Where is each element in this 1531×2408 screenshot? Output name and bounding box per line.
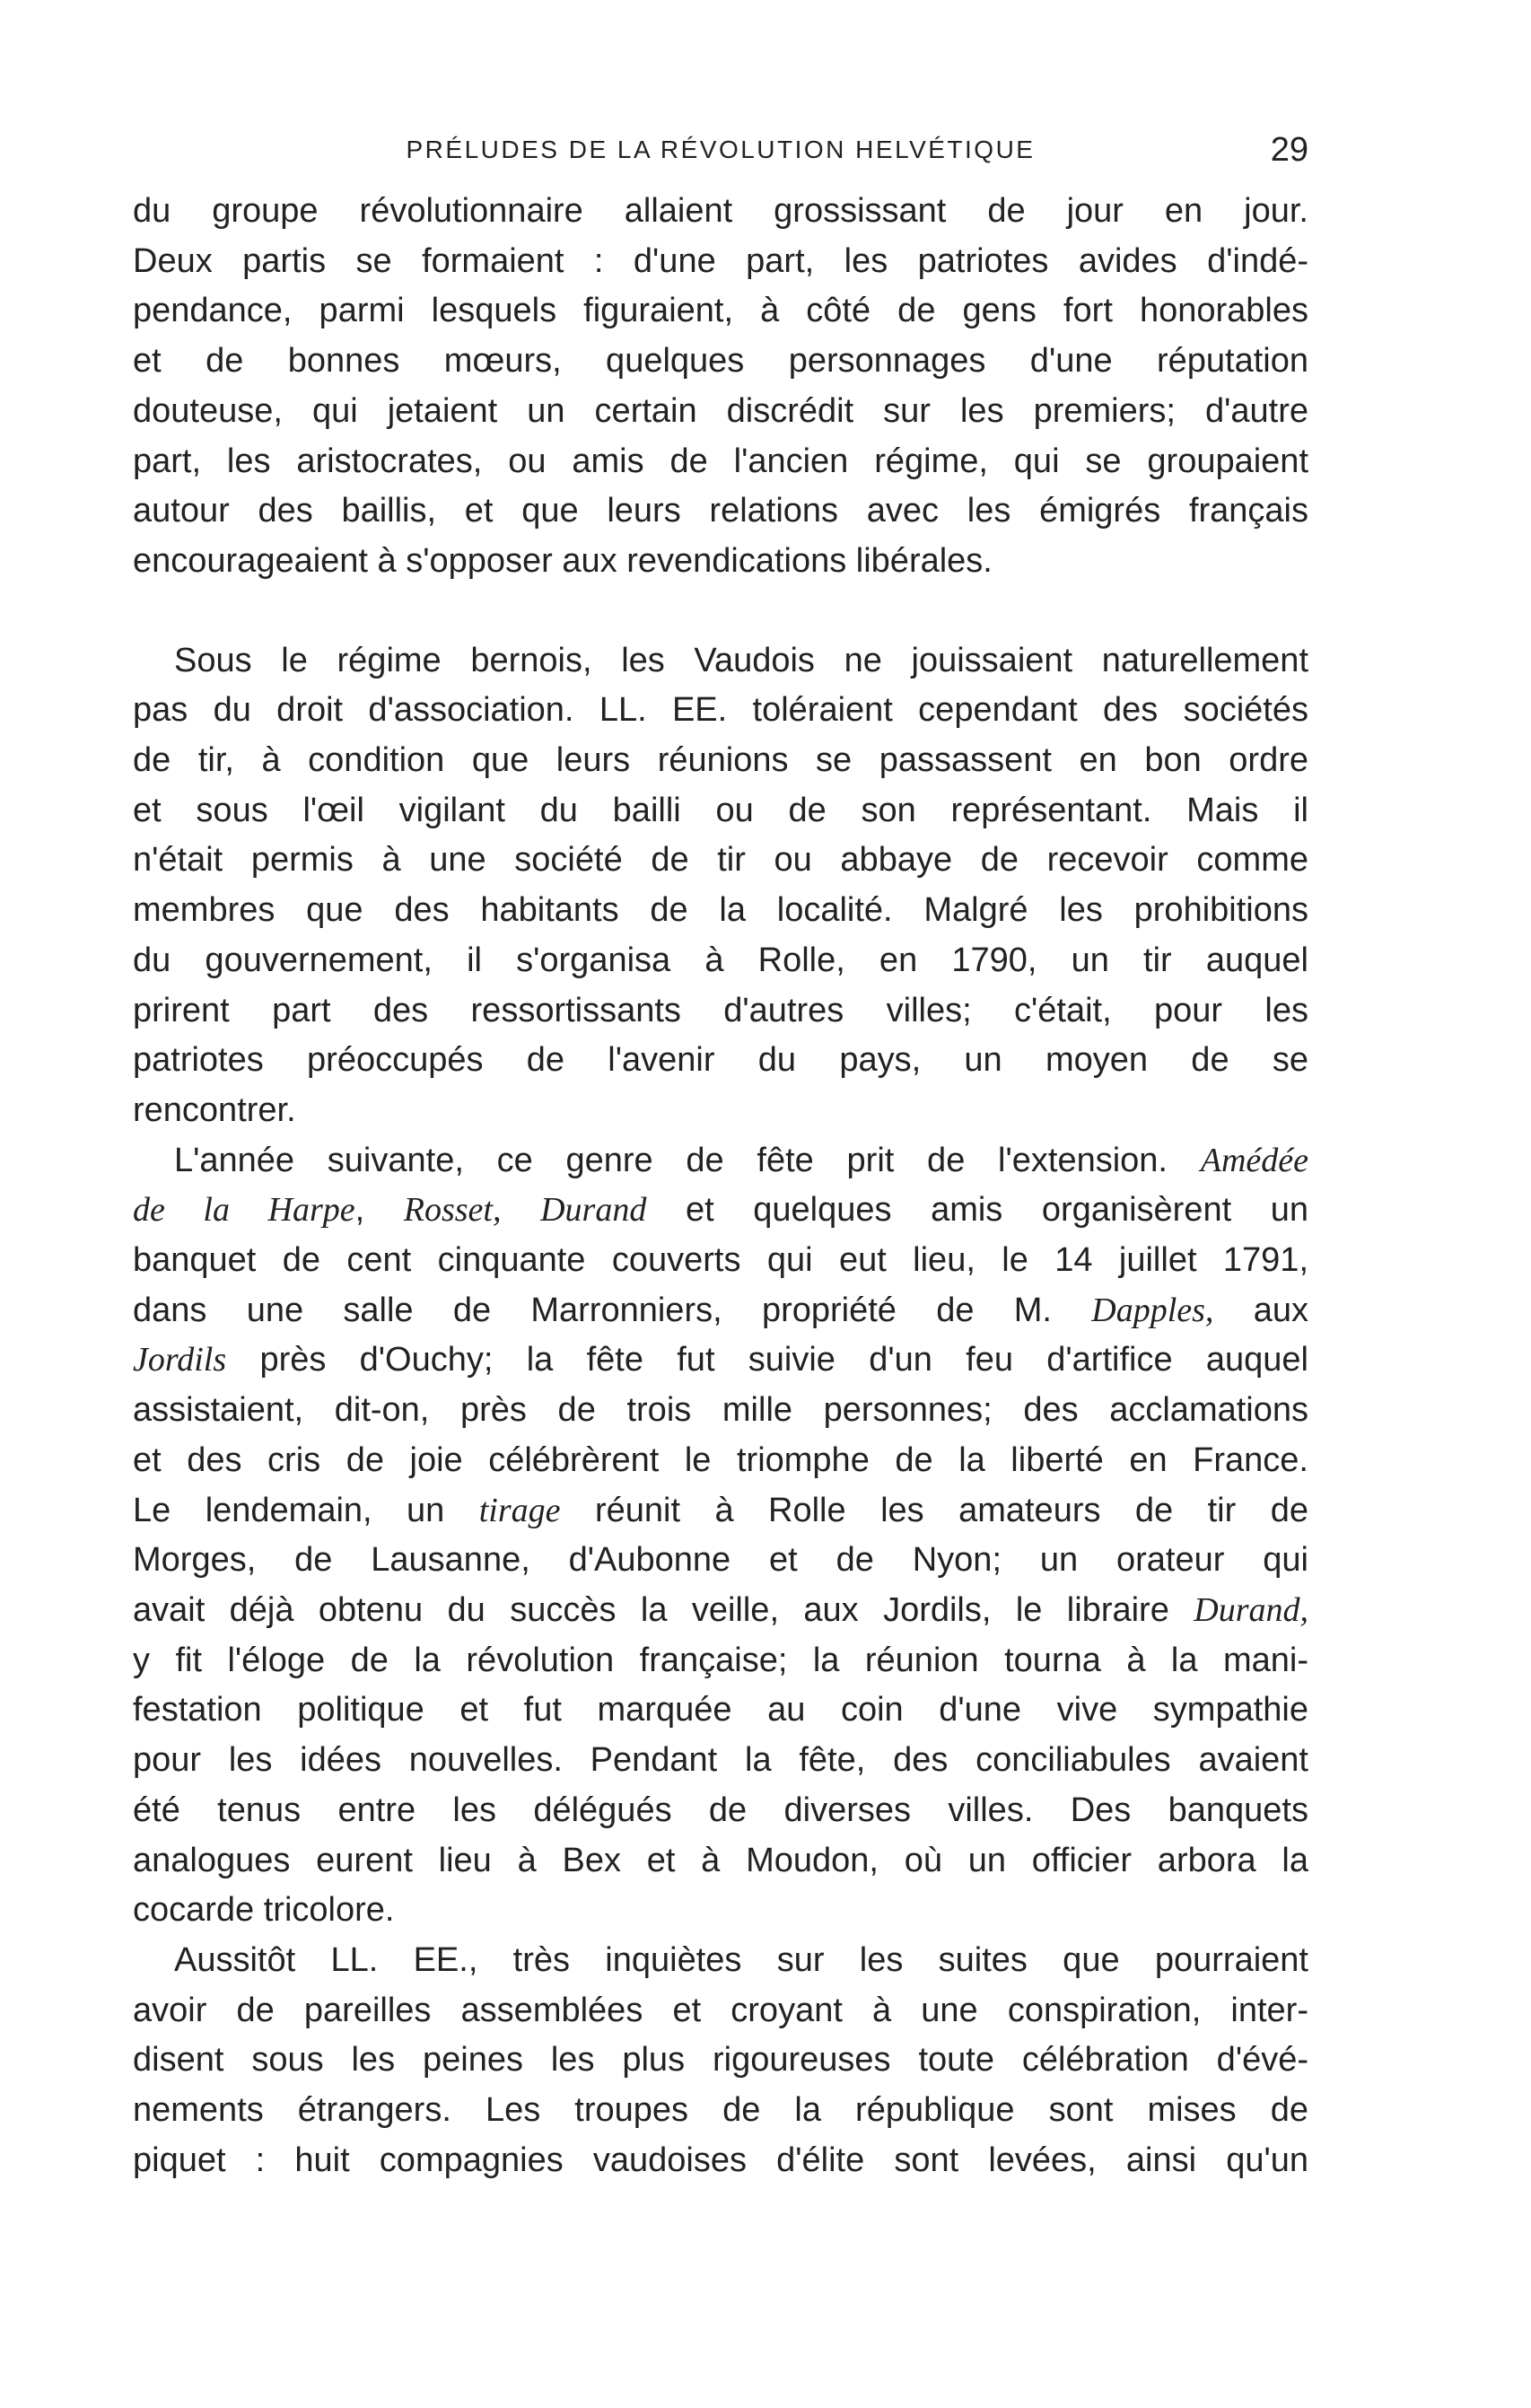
text-line: patriotes préoccupés de l'avenir du pays, un moyen de se <box>133 1041 1308 1080</box>
text-line: du groupe révolutionnaire allaient grossissant de jour en jour. <box>133 192 1308 230</box>
person-name: de la Harpe <box>133 1191 355 1230</box>
text-line: été tenus entre les délégués de diverses villes. Des banquets <box>133 1791 1308 1829</box>
text-line: prirent part des ressortissants d'autres villes; c'était, pour les <box>133 991 1308 1029</box>
text-line: encourageaient à s'opposer aux revendications libérales. <box>133 541 993 580</box>
text-run: et quelques amis organisèrent un <box>685 1191 1309 1230</box>
text-line: Deux partis se formaient : d'une part, les patriotes avides d'indé- <box>133 241 1308 280</box>
place-name: Jordils <box>133 1341 227 1379</box>
text-line: Morges, de Lausanne, d'Aubonne et de Nyon; un orateur qui <box>133 1541 1308 1580</box>
text-line <box>133 1586 1308 1636</box>
text-line: piquet : huit compagnies vaudoises d'élite sont levées, ainsi qu'un <box>133 2141 1308 2179</box>
text-line: nements étrangers. Les troupes de la république sont mises de <box>133 2091 1308 2130</box>
text-run: L'année suivante, ce genre de fête prit de l'extension. <box>174 1141 1168 1179</box>
text-line: avoir de pareilles assemblées et croyant à une conspiration, inter- <box>133 1991 1308 2029</box>
person-name: Durand <box>540 1191 647 1230</box>
text-run: dans une salle de Marronniers, propriété de M. <box>133 1291 1052 1329</box>
person-name: Dapples, <box>1091 1291 1214 1329</box>
text-line: du gouvernement, il s'organisa à Rolle, en 1790, un tir auquel <box>133 941 1308 979</box>
text-line: y fit l'éloge de la révolution française; la réunion tourna à la mani- <box>133 1641 1308 1679</box>
text-line: Sous le régime bernois, les Vaudois ne jouissaient naturellement <box>174 641 1308 679</box>
body-text <box>133 187 1308 2185</box>
text-line: et des cris de joie célébrèrent le triomphe de la liberté en France. <box>133 1440 1308 1479</box>
text-line: et de bonnes mœurs, quelques personnages d'une réputation <box>133 342 1308 381</box>
text-line: pas du droit d'association. LL. EE. toléraient cependant des sociétés <box>133 691 1308 730</box>
person-name: Durand, <box>1194 1590 1308 1629</box>
running-header <box>133 127 1308 172</box>
text-run: aux <box>1253 1291 1309 1329</box>
text-line: rencontrer. <box>133 1090 296 1129</box>
text-line: autour des baillis, et que leurs relations avec les émigrés français <box>133 492 1308 530</box>
emphasis-word: tirage <box>478 1491 561 1529</box>
text-line: pour les idées nouvelles. Pendant la fête, des conciliabules avaient <box>133 1741 1308 1780</box>
text-line <box>133 1486 1308 1537</box>
text-line: part, les aristocrates, ou amis de l'ancien régime, qui se groupaient <box>133 442 1308 480</box>
text-line: Aussitôt LL. EE., très inquiètes sur les suites que pourraient <box>174 1940 1308 1979</box>
text-line <box>133 1335 1308 1386</box>
person-name: Rosset, <box>403 1191 502 1230</box>
text-line: membres que des habitants de la localité. Malgré les prohibitions <box>133 891 1308 930</box>
text-line: de la Harpe, Rosset, Durand et quelques amis organisèrent un <box>133 1191 1309 1230</box>
person-name: Amédée <box>1200 1141 1308 1179</box>
text-line: disent sous les peines les plus rigoureuses toute célébration d'évé- <box>133 2041 1308 2080</box>
text-run: près d'Ouchy; la fête fut suivie d'un feu d'artifice auquel <box>259 1341 1308 1379</box>
text-line: et sous l'œil vigilant du bailli ou de son représentant. Mais il <box>133 791 1308 829</box>
paragraph-1 <box>133 187 1308 587</box>
text-line: analogues eurent lieu à Bex et à Moudon, où un officier arbora la <box>133 1841 1308 1879</box>
running-title: PRÉLUDES DE LA RÉVOLUTION HELVÉTIQUE <box>406 136 1036 163</box>
text-run: Le lendemain, un <box>133 1491 445 1529</box>
paragraph-2 <box>133 636 1308 1136</box>
page-number: 29 <box>1270 131 1308 169</box>
text-line: cocarde tricolore. <box>133 1891 395 1930</box>
text-line: festation politique et fut marquée au coin d'une vive sympathie <box>133 1691 1308 1729</box>
text-line: n'était permis à une société de tir ou abbaye de recevoir comme <box>133 841 1308 880</box>
paragraph-4 <box>133 1936 1308 2186</box>
paragraph-3 <box>133 1136 1308 1936</box>
text-line: assistaient, dit-on, près de trois mille personnes; des acclamations <box>133 1391 1308 1430</box>
text-run: réunit à Rolle les amateurs de tir de <box>594 1491 1308 1529</box>
text-line: douteuse, qui jetaient un certain discrédit sur les premiers; d'autre <box>133 391 1308 430</box>
text-run: avait déjà obtenu du succès la veille, aux Jordils, le libraire <box>133 1590 1169 1629</box>
text-line <box>133 1136 1308 1186</box>
text-line: pendance, parmi lesquels figuraient, à côté de gens fort honorables <box>133 292 1308 330</box>
text-line: banquet de cent cinquante couverts qui eut lieu, le 14 juillet 1791, <box>133 1241 1308 1280</box>
text-line: de tir, à condition que leurs réunions se passassent en bon ordre <box>133 741 1308 780</box>
text-line <box>133 1286 1308 1336</box>
